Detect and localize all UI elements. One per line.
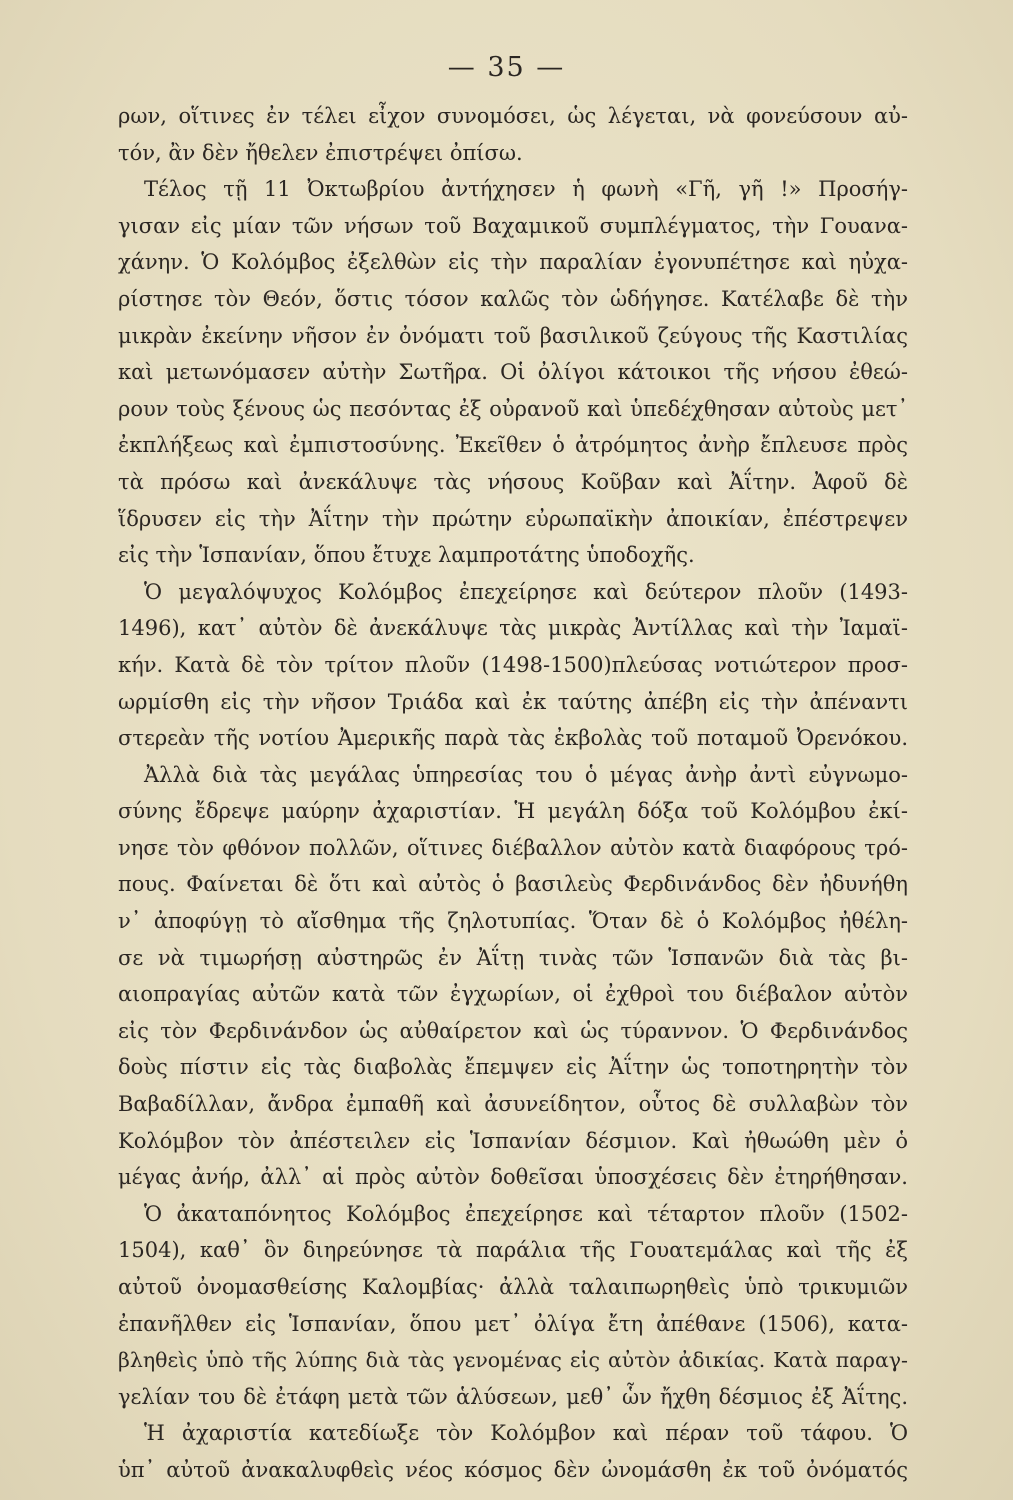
text-line: βληθεὶς ὑπὸ τῆς λύπης διὰ τὰς γενομένας εἰς αὐτὸν ἀδικίας. Κατὰ παραγ- bbox=[118, 1348, 908, 1373]
text-line: πους. Φαίνεται δὲ ὅτι καὶ αὐτὸς ὁ βασιλεὺς Φερδινάνδος δὲν ἠδυνήθη bbox=[118, 872, 908, 897]
text-line: τὰ πρόσω καὶ ἀνεκάλυψε τὰς νήσους Κοῦβαν καὶ Ἀΐτην. Ἀφοῦ δὲ bbox=[118, 469, 908, 494]
text-line: μέγας ἀνήρ, ἀλλ᾽ αἱ πρὸς αὐτὸν δοθεῖσαι ὑποσχέσεις δὲν ἐτηρήθησαν. bbox=[118, 1165, 908, 1190]
text-line: Τέλος τῇ 11 Ὀκτωβρίου ἀντήχησεν ἡ φωνὴ «Γῆ, γῆ !» Προσήγ- bbox=[144, 177, 908, 202]
text-line: Ἀλλὰ διὰ τὰς μεγάλας ὑπηρεσίας του ὁ μέγας ἀνὴρ ἀντὶ εὐγνωμο- bbox=[144, 762, 908, 787]
text-line: ρίστησε τὸν Θεόν, ὅστις τόσον καλῶς τὸν ὡδήγησε. Κατέλαβε δὲ τὴν bbox=[118, 286, 908, 311]
page-number: — 35 — bbox=[447, 52, 566, 83]
text-line: Κολόμβον τὸν ἀπέστειλεν εἰς Ἱσπανίαν δέσμιον. Καὶ ἠθωώθη μὲν ὁ bbox=[118, 1128, 908, 1153]
text-line: σύνης ἔδρεψε μαύρην ἀχαριστίαν. Ἡ μεγάλη δόξα τοῦ Κολόμβου ἐκί- bbox=[118, 799, 908, 824]
text-line: 1504), καθ᾽ ὃν διηρεύνησε τὰ παράλια τῆς Γουατεμάλας καὶ τῆς ἐξ bbox=[118, 1238, 908, 1263]
text-line: ν᾽ ἀποφύγῃ τὸ αἴσθημα τῆς ζηλοτυπίας. Ὅταν δὲ ὁ Κολόμβος ἠθέλη- bbox=[118, 909, 908, 934]
text-line: Βαβαδίλλαν, ἄνδρα ἐμπαθῆ καὶ ἀσυνείδητον, οὗτος δὲ συλλαβὼν τὸν bbox=[118, 1092, 908, 1117]
text-line: ρουν τοὺς ξένους ὡς πεσόντας ἐξ οὐρανοῦ καὶ ὑπεδέχθησαν αὐτοὺς μετ᾽ bbox=[118, 396, 908, 421]
text-line: χάνην. Ὁ Κολόμβος ἐξελθὼν εἰς τὴν παραλίαν ἐγονυπέτησε καὶ ηὐχα- bbox=[118, 250, 908, 275]
text-line: ρων, οἵτινες ἐν τέλει εἶχον συνομόσει, ὡς λέγεται, νὰ φονεύσουν αὐ- bbox=[118, 104, 908, 128]
text-line: νησε τὸν φθόνον πολλῶν, οἵτινες διέβαλλον αὐτὸν κατὰ διαφόρους τρό- bbox=[118, 835, 908, 860]
text-line: ἐκπλήξεως καὶ ἐμπιστοσύνης. Ἐκεῖθεν ὁ ἀτρόμητος ἀνὴρ ἔπλευσε πρὸς bbox=[118, 433, 908, 458]
text-line: Ἡ ἀχαριστία κατεδίωξε τὸν Κολόμβον καὶ πέραν τοῦ τάφου. Ὁ bbox=[144, 1421, 908, 1446]
text-line: εἰς τὴν Ἱσπανίαν, ὅπου ἔτυχε λαμπροτάτης ὑποδοχῆς. bbox=[118, 543, 695, 568]
text-line: στερεὰν τῆς νοτίου Ἀμερικῆς παρὰ τὰς ἐκβολὰς τοῦ ποταμοῦ Ὀρενόκου. bbox=[118, 726, 908, 751]
text-line: καὶ μετωνόμασεν αὐτὴν Σωτῆρα. Οἱ ὀλίγοι κάτοικοι τῆς νήσου ἐθεώ- bbox=[118, 360, 908, 385]
text-line: μικρὰν ἐκείνην νῆσον ἐν ὀνόματι τοῦ βασιλικοῦ ζεύγους τῆς Καστιλίας bbox=[118, 323, 908, 348]
text-line: ἐπανῆλθεν εἰς Ἱσπανίαν, ὅπου μετ᾽ ὀλίγα ἔτη ἀπέθανε (1506), κατα- bbox=[118, 1311, 908, 1336]
text-line: εἰς τὸν Φερδινάνδον ὡς αὐθαίρετον καὶ ὡς τύραννον. Ὁ Φερδινάνδος bbox=[118, 1018, 908, 1043]
text-line: τόν, ἂν δὲν ἤθελεν ἐπιστρέψει ὀπίσω. bbox=[118, 140, 523, 165]
text-line: ἵδρυσεν εἰς τὴν Ἀΐτην τὴν πρώτην εὐρωπαϊκὴν ἀποικίαν, ἐπέστρεψεν bbox=[118, 506, 908, 531]
text-line: γισαν εἰς μίαν τῶν νήσων τοῦ Βαχαμικοῦ συμπλέγματος, τὴν Γουανα- bbox=[118, 213, 908, 238]
text-line: αὐτοῦ ὀνομασθείσης Καλομβίας· ἀλλὰ ταλαιπωρηθεὶς ὑπὸ τρικυμιῶν bbox=[118, 1275, 908, 1299]
text-line: Ὁ ἀκαταπόνητος Κολόμβος ἐπεχείρησε καὶ τέταρτον πλοῦν (1502- bbox=[144, 1201, 908, 1226]
text-line: γελίαν του δὲ ἐτάφη μετὰ τῶν ἁλύσεων, μεθ᾽ ὧν ἤχθη δέσμιος ἐξ Ἀΐτης. bbox=[118, 1384, 908, 1409]
text-line: κήν. Κατὰ δὲ τὸν τρίτον πλοῦν (1498-1500)πλεύσας νοτιώτερον προσ- bbox=[118, 652, 908, 677]
text-line: σε νὰ τιμωρήσῃ αὐστηρῶς ἐν Ἀΐτῃ τινὰς τῶν Ἱσπανῶν διὰ τὰς βι- bbox=[118, 945, 908, 970]
text-line: δοὺς πίστιν εἰς τὰς διαβολὰς ἔπεμψεν εἰς Ἀΐτην ὡς τοποτηρητὴν τὸν bbox=[118, 1055, 908, 1080]
text-line: αιοπραγίας αὐτῶν κατὰ τῶν ἐγχωρίων, οἱ ἐχθροὶ του διέβαλον αὐτὸν bbox=[118, 982, 908, 1007]
text-line: ωρμίσθη εἰς τὴν νῆσον Τριάδα καὶ ἐκ ταύτης ἀπέβη εἰς τὴν ἀπέναντι bbox=[118, 689, 908, 714]
text-line: ὑπ᾽ αὐτοῦ ἀνακαλυφθεὶς νέος κόσμος δὲν ὠνομάσθη ἐκ τοῦ ὀνόματός bbox=[118, 1457, 908, 1482]
text-line: 1496), κατ᾽ αὐτὸν δὲ ἀνεκάλυψε τὰς μικρὰς Ἀντίλλας καὶ τὴν Ἰαμαϊ- bbox=[118, 616, 908, 641]
text-line: Ὁ μεγαλόψυχος Κολόμβος ἐπεχείρησε καὶ δεύτερον πλοῦν (1493- bbox=[144, 579, 908, 604]
body-text bbox=[118, 98, 908, 1489]
